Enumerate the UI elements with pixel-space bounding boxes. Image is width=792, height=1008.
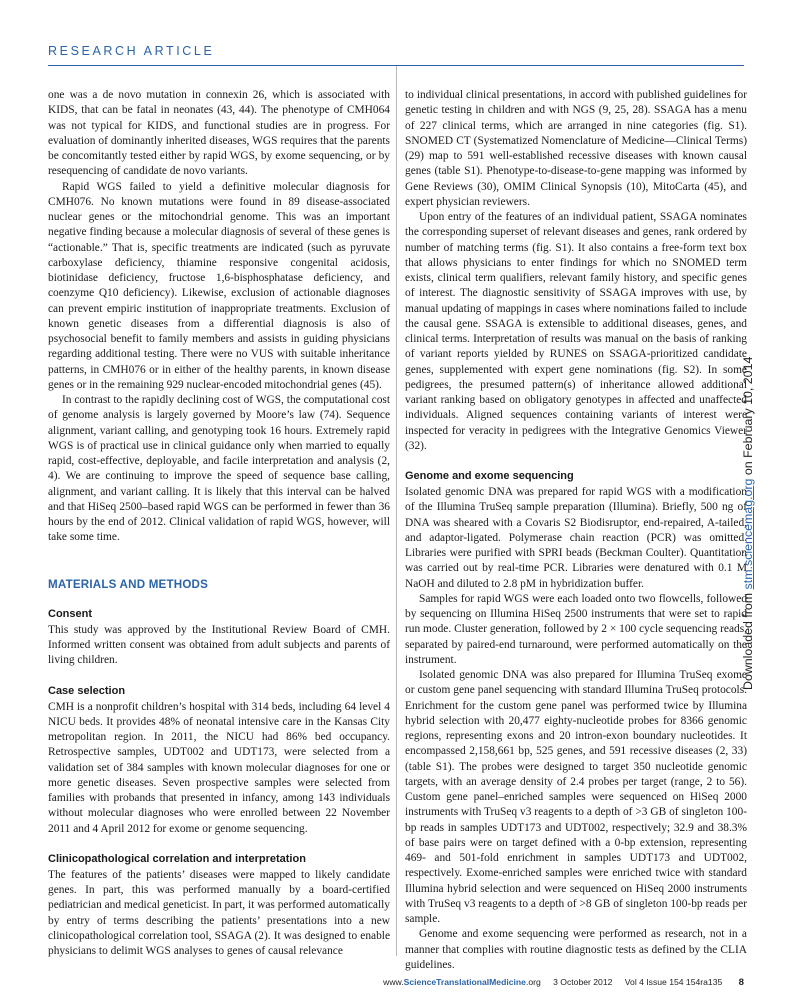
footer-volume: Vol 4 Issue 154 154ra135 [624, 977, 723, 987]
case-selection-heading: Case selection [48, 684, 126, 697]
left-paragraph-3: In contrast to the rapidly declining cost of WGS, the computational cost of genome analysis is largely governed by Moore’s law (74). Sequence alignment, variant calling, and genotyping took 16 hours. Extremely rapid WGS is of practical use in clinical guidance only when married to equally rapid, cost-effective, deployable, and facile interpretation and analysis (2, 4). We are continuing to improve the speed of sequence base calling, alignment, and variant calling. It is likely that this interval can be halved and that HiSeq 2500–based rapid WGS can be performed in fewer than 36 hours by the end of 2012. Clinical validation of rapid WGS, however, will take some time. [48, 394, 390, 544]
clinicopathological-heading: Clinicopathological correlation and interpretation [48, 852, 306, 865]
right-column [405, 88, 747, 973]
page-number: 8 [738, 977, 744, 988]
left-paragraph-1: one was a de novo mutation in connexin 26, which is associated with KIDS, that can be fatal in neonates (43, 44). The phenotype of CMH064 was not typical for KIDS, and functional studies are in progress. For evaluation of dominantly inherited diseases, WGS requires that the parents be concomitantly tested either by rapid WGS, by exome sequencing, or by resequencing of candidate de novo variants. [48, 89, 390, 178]
left-column [48, 88, 390, 959]
page-footer [383, 977, 744, 988]
genome-paragraph-3: Isolated genomic DNA was also prepared for Illumina TruSeq exome or custom gene panel sequencing with standard Illumina TruSeq protocols. Enrichment for the custom gene panel was performed twice by Illumina hybrid selection with 20,477 eighty-nucleotide probes for 8366 genomic regions, representing exons and 20 intron-exon boundary nucleotides. It encompassed 2,158,661 bp, 525 genes, and 591 recessive diseases (2, 33) (table S1). The probes were designed to target 350 nucleotide genomic targets, with an average density of 2.4 probes per target (range, 2 to 56). Custom gene panel–enriched samples were sequenced on HiSeq 2000 instruments with TruSeq v3 reagents to a depth of >3 GB of singleton 100-bp reads in samples UDT173 and UDT002, respectively; 32.9 and 38.3% of base pairs were on target defined with a 0-bp extension, representing 469- and 501-fold enrichment in samples UDT173 and UDT002, respectively. Exome-enriched samples were enriched twice with standard Illumina hybrid selection and were sequenced on HiSeq 2000 instruments with TruSeq v3 reagents to a depth of >8 GB of singleton 100-bp reads per sample. [405, 669, 747, 925]
left-paragraph-2: Rapid WGS failed to yield a definitive molecular diagnosis for CMH076. No known mutations were found in 89 disease-associated nuclear genes or the mitochondrial genome. This was an important negative finding because a molecular diagnosis of several of these genes is “actionable.” That is, specific treatments are indicated (such as pyruvate carboxylase deficiency, thiamine responsive congenital acidosis, biotinidase deficiency, fructose 1,6-bisphosphatase deficiency, and coenzyme Q10 deficiency). Likewise, exclusion of actionable diagnoses can prevent empiric institution of inappropriate treatments. Exclusion of known genetic diseases from a differential diagnosis is also of psychosocial benefit to family members and assists in guiding physicians regarding additional testing. There were no VUS with suitable inheritance patterns, in CMH076 or in either of the healthy parents, in known disease genes or in the remaining 929 nuclear-encoded mitochondrial genes (45). [48, 180, 390, 391]
right-paragraph-2: Upon entry of the features of an individual patient, SSAGA nominates the corresponding superset of relevant diseases and genes, rank ordered by number of matching terms (fig. S1). It also contains a free-form text box that allows physicians to enter findings for which no SNOMED term exists, clinical term qualifiers, relevant family history, and specific genes of interest. The diagnostic sensitivity of SSAGA improves with use, by manual updating of mappings in cases where nominations failed to include the causal gene. SSAGA is extensible to additional diseases, genes, and clinical terms. Interpretation of results was manual on the basis of ranking of variant reports yielded by RUNES on SSAGA-prioritized candidate genes, supplemented with expert gene nominations (fig. S2). In some pedigrees, the presumed pattern(s) of inheritance allowed additional variant ranking based on obligatory genotypes in affected and unaffected individuals. Aligned sequences containing variants of interest were inspected for veracity in pedigrees with the Integrative Genomics Viewer (32). [405, 211, 747, 452]
footer-site[interactable]: ScienceTranslationalMedicine [403, 977, 526, 987]
column-divider [396, 66, 397, 956]
section-header: RESEARCH ARTICLE [48, 44, 215, 58]
genome-sequencing-heading: Genome and exome sequencing [405, 470, 574, 482]
sidebar-suffix: on February 10, 2014 [741, 356, 755, 479]
footer-tld: .org [525, 977, 541, 987]
sidebar-prefix: Downloaded from [741, 589, 755, 690]
consent-text: This study was approved by the Institutional Review Board of CMH. Informed written consent was obtained from adult subjects and parents of living children. [48, 623, 390, 667]
download-sidebar [741, 270, 755, 690]
consent-heading: Consent [48, 607, 92, 620]
genome-paragraph-1: Isolated genomic DNA was prepared for rapid WGS with a modification of the Illumina TruSeq sample preparation (Illumina). Briefly, 500 ng of DNA was sheared with a Covaris S2 Biodisruptor, end-repaired, A-tailed, and adaptor-ligated. Polymerase chain reaction (PCR) was omitted. Libraries were purified with SPRI beads (Beckman Coulter). Quantitation was carried out by real-time PCR. Libraries were denatured with 0.1 M NaOH and diluted to 2.8 pM in hybridization buffer. [405, 486, 747, 590]
case-selection-text: CMH is a nonprofit children’s hospital with 314 beds, including 64 level 4 NICU beds. It provides 48% of neonatal intensive care in the Kansas City metropolitan region. In 2011, the NICU had 86% bed occupancy. Retrospective samples, UDT002 and UDT173, were selected from a validation set of 384 samples with known molecular diagnoses for one or more genetic diseases. Seven prospective samples were selected from families with probands that presented in infancy, among 143 individuals without molecular diagnoses who were enrolled between 22 November 2011 and 4 April 2012 for exome or genome sequencing. [48, 700, 390, 835]
footer-date: 3 October 2012 [553, 977, 613, 987]
genome-paragraph-2: Samples for rapid WGS were each loaded onto two flowcells, followed by sequencing on Illumina HiSeq 2500 instruments that were set to rapid run mode. Cluster generation, followed by 2 × 100 cycle sequencing reads, separated by paired-end turnaround, were performed automatically on the instrument. [405, 592, 747, 666]
sidebar-link[interactable]: stm.sciencemag.org [741, 478, 755, 590]
clinicopathological-text: The features of the patients’ diseases were mapped to likely candidate genes. In part, this was performed manually by a board-certified pediatrician and medical geneticist. In part, it was performed automatically by entry of terms describing the patients’ presentations into a new clinicopathological correlation tool, SSAGA (2). It was designed to enable physicians to delimit WGS analyses to genes of causal relevance [48, 868, 390, 957]
genome-paragraph-4: Genome and exome sequencing were performed as research, not in a manner that complies with routine diagnostic tests as defined by the CLIA guidelines. [405, 928, 747, 971]
methods-heading: MATERIALS AND METHODS [48, 577, 209, 591]
right-paragraph-1: to individual clinical presentations, in accord with published guidelines for genetic testing in children and with NGS (9, 25, 28). SSAGA has a menu of 227 clinical terms, which are arranged in nine categories (fig. S1). SNOMED CT (Systematized Nomenclature of Medicine—Clinical Terms) (29) map to 591 well-established recessive diseases with known causal genes (table S1). Phenotype-to-disease-to-gene mapping was informed by Gene Reviews (30), OMIM Clinical Synopsis (10), MitoCarta (45), and expert physician reviewers. [405, 89, 747, 208]
footer-www: www. [383, 977, 404, 987]
